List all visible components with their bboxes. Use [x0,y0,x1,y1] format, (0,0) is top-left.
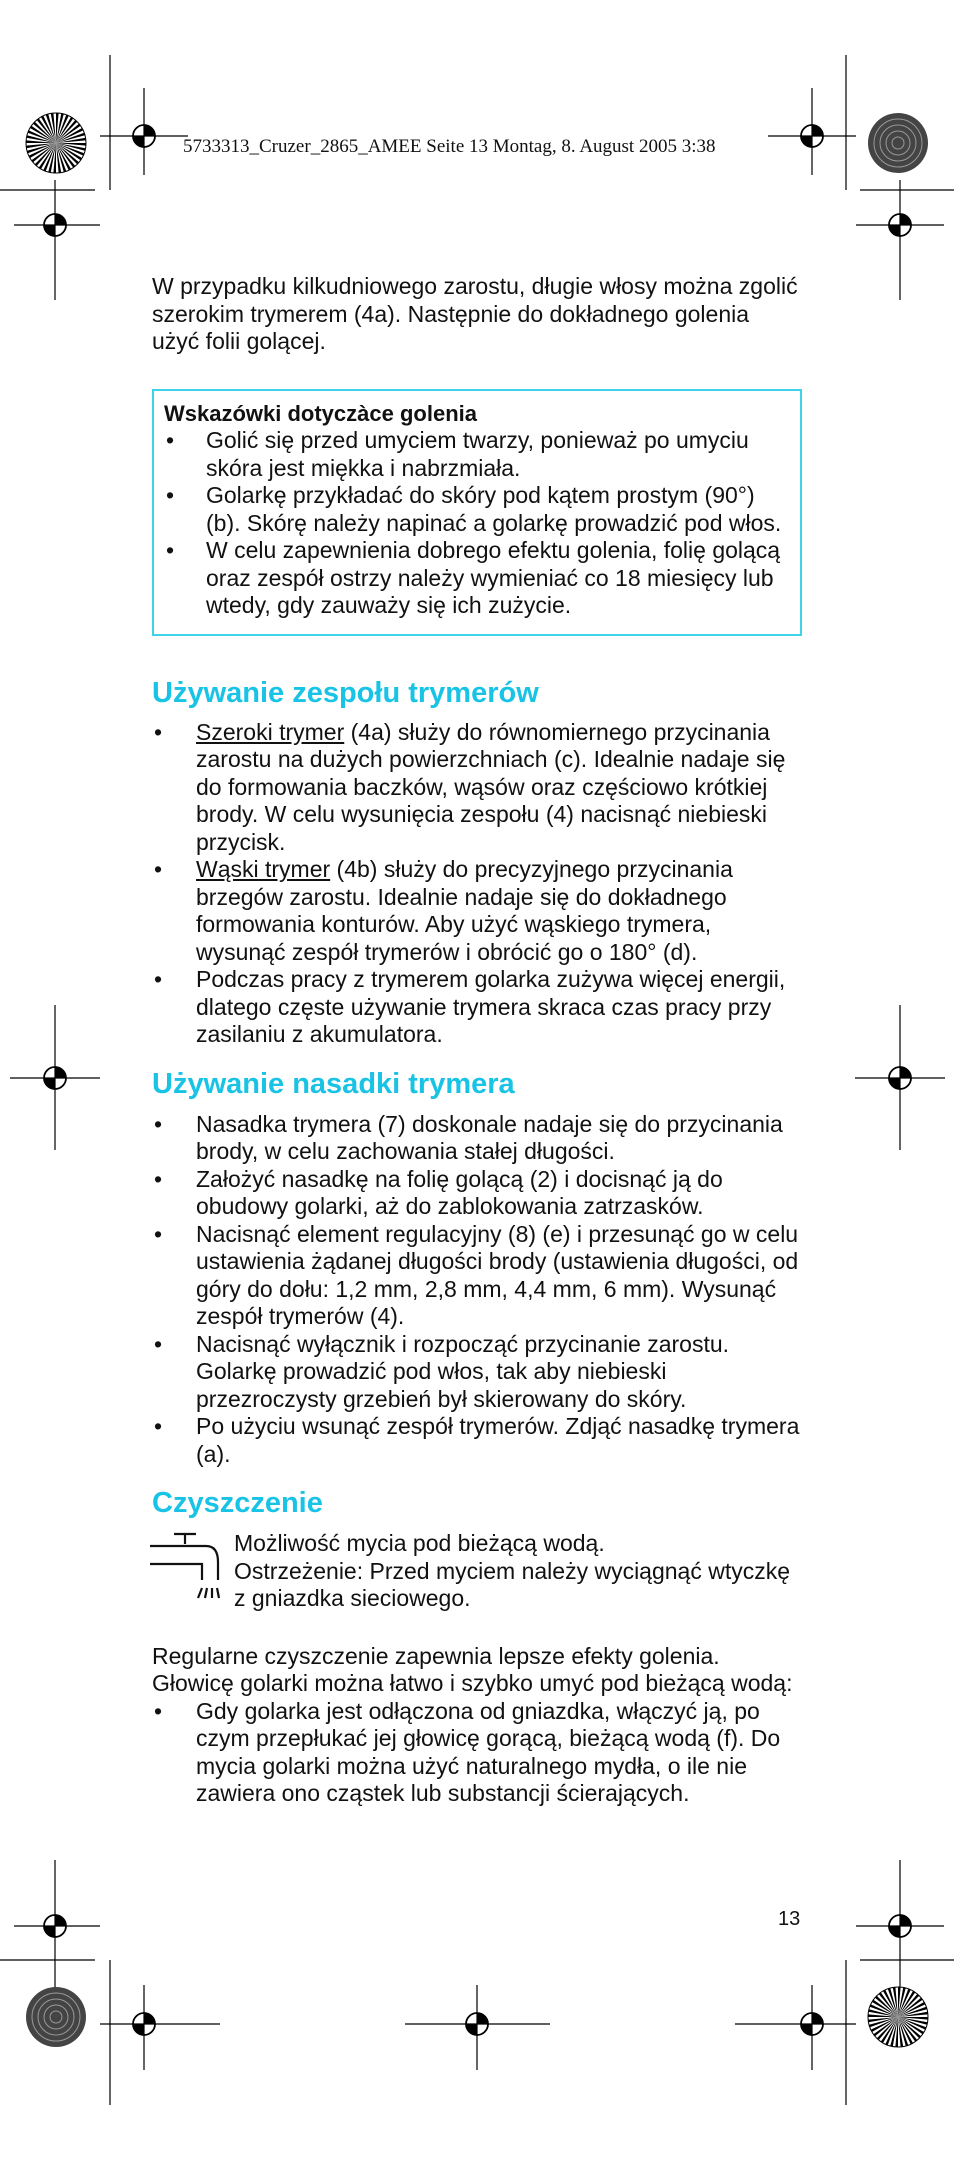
list-item: • Nacisnąć wyłącznik i rozpocząć przycinanie zarostu. Golarkę prowadzić pod włos, tak aby niebieski przezroczysty grzebień był skierowany do skóry. [152,1331,802,1414]
list-item [152,856,802,966]
rinse-text [234,1530,802,1613]
tips-list [164,427,788,620]
tap-water-icon [150,1530,232,1600]
list-item-text: (4a) służy do równomiernego przycinania zarostu na dużych powierzchniach (c). Idealnie nadaje się do formowania baczków, wąsów oraz częściowo krótkiej brody. W celu wysunięcia zespołu (4) nacisnąć niebieski przycisk. [196,718,786,855]
term-narrow-trimmer: Wąski trymer [196,856,331,882]
intro-paragraph: W przypadku kilkudniowego zarostu, długie włosy można zgolić szerokim trymerem (4a). Następnie do dokładnego golenia użyć folii golącej. [152,273,798,354]
list-item: • Golić się przed umyciem twarzy, ponieważ po umyciu skóra jest miękka i nabrzmiała. [164,427,788,482]
section-heading-trimmer: Używanie zespołu trymerów [152,676,539,709]
shaving-tips-box [152,389,802,636]
list-item-text: (4b) służy do precyzyjnego przycinania brzegów zarostu. Idealnie nadaje się do dokładnego formowania konturów. Aby użyć wąskiego trymera, wysunąć zespół trymerów i obrócić go o 180° (d). [196,856,733,965]
list-item: • W celu zapewnienia dobrego efektu golenia, folię golącą oraz zespół ostrzy należy wymieniać co 18 miesięcy lub wtedy, gdy zauważy się ich zużycie. [164,537,788,620]
cleaning-paragraph: Regularne czyszczenie zapewnia lepsze efekty golenia. Głowicę golarki można łatwo i szybko umyć pod bieżącą wodą: [152,1642,793,1696]
list-item: • Nacisnąć element regulacyjny (8) (e) i przesunąć go w celu ustawienia żądanej długości brody (ustawienia długości, od góry do dołu: 1,2 mm, 2,8 mm, 4,4 mm, 6 mm). Wysunąć zespół trymerów (4). [152,1221,802,1331]
list-item: • Założyć nasadkę na folię golącą (2) i docisnąć ją do obudowy golarki, aż do zablokowania zatrzasków. [152,1166,802,1221]
list-item: • Podczas pracy z trymerem golarka zużywa więcej energii, dlatego częste używanie trymera skraca czas pracy przy zasilaniu z akumulatora. [152,966,802,1049]
list-item: • Nasadka trymera (7) doskonale nadaje się do przycinania brody, w celu zachowania stałej długości. [152,1111,802,1166]
section-heading-cleaning: Czyszczenie [152,1487,323,1519]
page-content [152,270,802,1808]
list-item: • Gdy golarka jest odłączona od gniazdka, włączyć ją, po czym przepłukać jej głowicę gorącą, bieżącą wodą (f). Do mycia golarki można użyć naturalnego mydła, o ile nie zawiera ono cząstek lub substancji ścierających. [152,1698,802,1808]
attachment-list [152,1111,802,1469]
cleaning-list [152,1698,802,1808]
print-slug: 5733313_Cruzer_2865_AMEE Seite 13 Montag, 8. August 2005 3:38 [183,136,716,157]
section-heading-attachment: Używanie nasadki trymera [152,1067,515,1100]
rinse-line-2: Ostrzeżenie: Przed myciem należy wyciągnąć wtyczkę z gniazdka sieciowego. [234,1557,791,1611]
trimmer-list [152,719,802,1049]
rinse-line-1: Możliwość mycia pod bieżącą wodą. [234,1530,605,1556]
rinse-notice [152,1530,802,1613]
tips-title: Wskazówki dotyczàce golenia [164,400,477,426]
list-item: • Golarkę przykładać do skóry pod kątem prostym (90°) (b). Skórę należy napinać a golarkę prowadzić pod włos. [164,482,788,537]
page-number: 13 [778,1908,801,1930]
list-item: • Po użyciu wsunąć zespół trymerów. Zdjąć nasadkę trymera (a). [152,1413,802,1468]
term-wide-trimmer: Szeroki trymer [196,718,345,745]
list-item [152,719,802,857]
